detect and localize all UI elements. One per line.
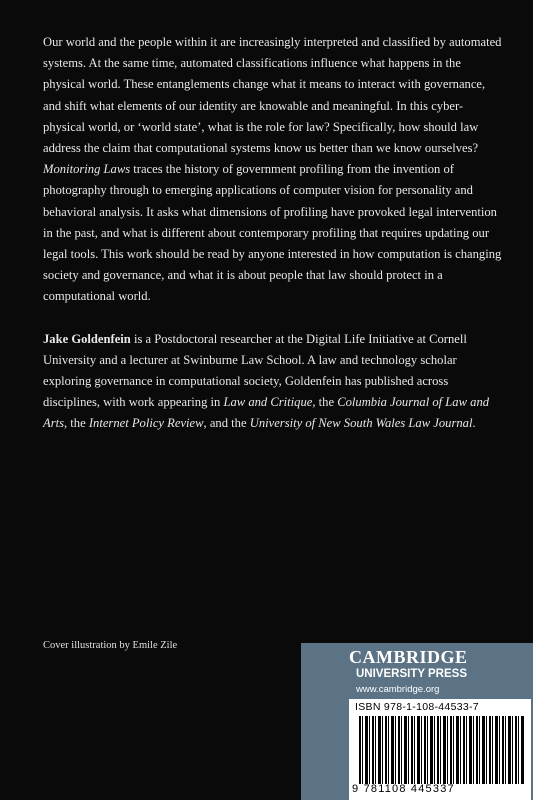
back-cover-blurb: [43, 32, 503, 435]
description-text-continued: traces the history of government profiling from the invention of photography through to emerging applications of computer vision for personality and behavioral analysis. It asks what dimensions of profiling have provoked legal intervention in the past, and what is different about contemporary profiling that requires updating our legal tools. This work should be read by anyone interested in how computation is changing society and governance, and what it is about people that law should protect in a computational world.: [43, 162, 502, 304]
publisher-panel: [301, 643, 533, 800]
bio-end: .: [472, 416, 476, 431]
isbn-barcode: [349, 699, 531, 800]
publisher-press: UNIVERSITY PRESS: [356, 668, 467, 680]
barcode-number: 9 781108 445337: [352, 783, 455, 795]
book-title: Monitoring Laws: [43, 162, 131, 177]
author-name: Jake Goldenfein: [43, 331, 131, 346]
description-text: Our world and the people within it are increasingly interpreted and classified by automated systems. At the same time, automated classifications influence what happens in the physical world. These entanglements change what it means to interact with governance, and shift what elements of our identity are knowable and meaningful. In this cyber-physical world, or ‘world state’, what is the role for law? Specifically, how should law address the claim that computational systems know us better than we know ourselves?: [43, 35, 502, 156]
description-paragraph: [43, 32, 503, 308]
bio-text: is a Postdoctoral researcher at the Digital Life Initiative at Cornell University and a lecturer at Swinburne Law School. A law and technology scholar exploring governance in computational society, Goldenfein has published across disciplines, with work appearing in: [43, 331, 467, 410]
bio-separator: , the: [312, 395, 338, 410]
author-bio: [43, 329, 503, 435]
cover-illustration-credit: Cover illustration by Emile Zile: [43, 640, 178, 651]
journal-title: Columbia Journal of Law and Arts: [43, 395, 490, 431]
barcode-bars: [359, 716, 524, 784]
publisher-url: www.cambridge.org: [356, 684, 440, 695]
journal-title: Internet Policy Review: [88, 416, 204, 431]
isbn-label: ISBN 978-1-108-44533-7: [355, 701, 479, 713]
journal-title: Law and Critique: [223, 395, 313, 410]
journal-title: University of New South Wales Law Journal: [249, 416, 473, 431]
publisher-logo-name: CAMBRIDGE: [349, 647, 468, 667]
bio-separator: , the: [64, 416, 89, 431]
bio-separator: , and the: [203, 416, 250, 431]
